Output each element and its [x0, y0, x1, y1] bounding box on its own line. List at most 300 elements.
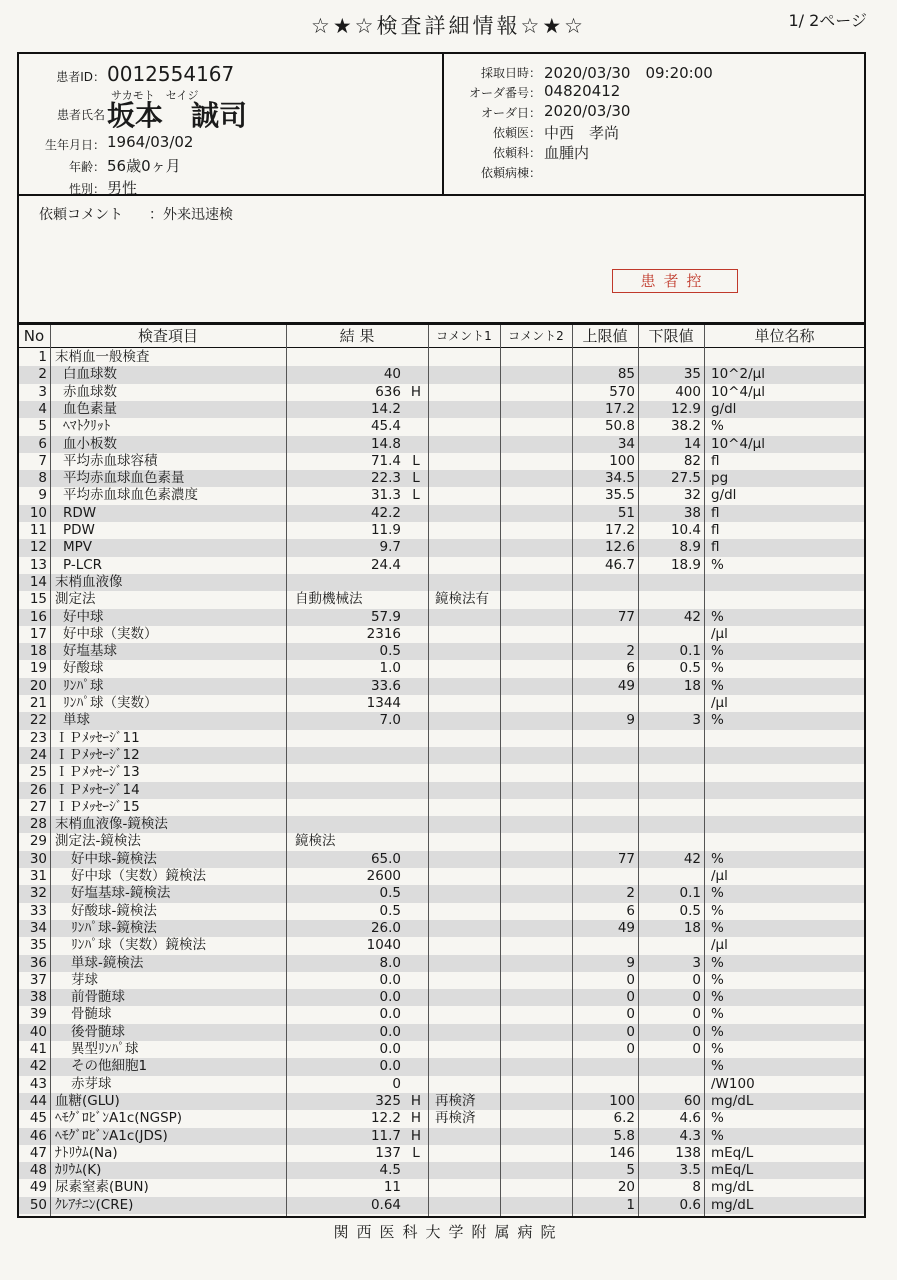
cell-unit: %: [711, 643, 724, 660]
cell-flag: [407, 799, 425, 816]
cell-no: 39: [29, 1006, 47, 1023]
cell-upper: 49: [617, 919, 635, 936]
cell-c1: [435, 1145, 499, 1162]
hospital-name: 関西医科大学附属病院: [333, 1223, 564, 1241]
cell-result: 0.0: [379, 1023, 401, 1040]
cell-item: 血小板数: [63, 435, 117, 452]
cell-no: 31: [29, 868, 47, 884]
patient-name-label: 患者氏名: [56, 108, 105, 122]
cell-upper: 77: [617, 850, 635, 867]
cell-flag: [407, 660, 425, 677]
cell-no: 14: [29, 573, 47, 590]
cell-item: ﾘﾝﾊﾟ球（実数）: [63, 695, 158, 711]
cell-no: 19: [29, 660, 47, 677]
cell-unit: %: [711, 1058, 724, 1075]
cell-c1: [435, 972, 499, 989]
cell-item: 測定法: [55, 591, 96, 608]
cell-upper: 1: [626, 1196, 635, 1213]
cell-item: ＩＰﾒｯｾｰｼﾞ12: [55, 746, 140, 763]
cell-unit: %: [711, 677, 724, 694]
cell-flag: [407, 1024, 425, 1041]
cell-lower: 32: [683, 487, 701, 504]
table-row: [19, 557, 864, 574]
cell-result: 40: [383, 366, 401, 383]
cell-c1: [435, 1179, 499, 1196]
cell-upper: 5: [626, 1162, 635, 1179]
cell-flag: [407, 695, 425, 712]
cell-unit: 10^4/μl: [711, 383, 765, 400]
cell-upper: [575, 591, 635, 608]
cell-unit: [711, 799, 861, 816]
table-row: [19, 574, 864, 591]
cell-flag: [407, 712, 425, 729]
cell-result: 2600: [366, 868, 401, 884]
cell-lower: 18: [683, 677, 701, 694]
table-row: [19, 1179, 864, 1196]
table-row: [19, 799, 864, 816]
cell-no: 18: [29, 643, 47, 660]
cell-item: 末梢血一般検査: [55, 349, 150, 365]
cell-c1: [435, 730, 499, 747]
cell-flag: [407, 989, 425, 1006]
cell-upper: [575, 1076, 635, 1093]
cell-upper: [575, 747, 635, 764]
cell-result: [289, 799, 401, 816]
cell-flag: [407, 972, 425, 989]
cell-unit: %: [711, 954, 724, 971]
collect-label: 採取日時：: [480, 66, 541, 80]
table-row: [19, 851, 864, 868]
cell-flag: [407, 505, 425, 522]
cell-lower: 0: [692, 1023, 701, 1040]
ward-label: 依頼病棟：: [480, 166, 541, 180]
cell-lower: 3: [692, 712, 701, 729]
cell-lower: [641, 695, 701, 712]
cell-flag: H: [410, 383, 422, 400]
cell-lower: 400: [675, 383, 701, 400]
cell-result: 42.2: [370, 504, 401, 521]
cell-upper: 34: [617, 435, 635, 452]
cell-result: [289, 816, 401, 833]
cell-upper: 6: [626, 660, 635, 677]
cell-result: 1.0: [379, 660, 401, 677]
cell-c1: [435, 487, 499, 504]
cell-c1: [435, 903, 499, 920]
cell-upper: [575, 764, 635, 781]
cell-c1: [435, 643, 499, 660]
header-unit: 単位名称: [754, 327, 815, 345]
cell-unit: /W100: [711, 1075, 755, 1092]
header-lower: 下限値: [648, 327, 694, 345]
cell-flag: [407, 418, 425, 435]
cell-flag: [407, 1058, 425, 1075]
patient-name: 坂本 誠司: [107, 99, 248, 132]
cell-result: 9.7: [379, 539, 401, 556]
cell-flag: [407, 401, 425, 418]
cell-c1: [435, 609, 499, 626]
cell-c1: [435, 937, 499, 954]
cell-no: 36: [29, 954, 47, 971]
cell-unit: pg: [711, 470, 729, 487]
cell-lower: 138: [675, 1144, 701, 1161]
cell-upper: 2: [626, 885, 635, 902]
table-row: [19, 730, 864, 747]
cell-result: 33.6: [370, 677, 401, 694]
cell-upper: 6.2: [613, 1110, 635, 1127]
table-row: [19, 1058, 864, 1075]
table-row: [19, 955, 864, 972]
cell-no: 23: [29, 729, 47, 746]
cell-c1: [435, 505, 499, 522]
cell-c1: [435, 1197, 499, 1214]
table-row: [19, 366, 864, 383]
header-result: 結 果: [339, 327, 375, 345]
cell-lower: 3.5: [679, 1162, 701, 1179]
cell-item: 赤芽球: [71, 1075, 112, 1092]
cell-lower: 38.2: [670, 418, 701, 435]
table-row: [19, 1162, 864, 1179]
cell-item: ﾘﾝﾊﾟ球-鏡検法: [71, 919, 157, 936]
cell-item: ﾍﾓｸﾞﾛﾋﾞﾝA1c(NGSP): [55, 1110, 183, 1127]
cell-no: 25: [29, 764, 47, 781]
cell-c1: [435, 695, 499, 712]
cell-unit: %: [711, 1110, 724, 1127]
cell-result: 7.0: [379, 712, 401, 729]
cell-no: 26: [29, 781, 47, 798]
dob: 1964/03/02: [107, 133, 194, 151]
cell-unit: 10^2/μl: [711, 366, 765, 383]
cell-c1: [435, 868, 499, 885]
cell-result: 0.0: [379, 989, 401, 1006]
cell-lower: 0: [692, 1041, 701, 1057]
cell-lower: 18: [683, 919, 701, 936]
cell-c1: [435, 1076, 499, 1093]
sex: 男性: [107, 179, 138, 197]
age: 56歳0ヶ月: [107, 157, 181, 175]
cell-unit: %: [711, 418, 724, 435]
cell-item: PDW: [63, 522, 95, 538]
cell-upper: 17.2: [604, 400, 635, 417]
cell-flag: [407, 557, 425, 574]
cell-lower: 82: [683, 452, 701, 469]
cell-item: ＩＰﾒｯｾｰｼﾞ11: [55, 729, 140, 746]
cell-no: 16: [29, 608, 47, 625]
cell-item: 赤血球数: [63, 383, 117, 400]
cell-result: 0.0: [379, 1041, 401, 1057]
cell-item: ＩＰﾒｯｾｰｼﾞ14: [55, 781, 140, 798]
cell-item: 血糖(GLU): [55, 1092, 120, 1109]
cell-lower: [641, 782, 701, 799]
cell-no: 11: [29, 522, 47, 538]
table-row: [19, 349, 864, 366]
cell-c1: [435, 557, 499, 574]
cell-c1: 再検済: [435, 1110, 476, 1127]
cell-item: 白血球数: [63, 366, 117, 383]
cell-upper: [575, 695, 635, 712]
cell-unit: mg/dL: [711, 1179, 754, 1196]
doctor: 中西 孝尚: [544, 124, 620, 142]
cell-c1: [435, 678, 499, 695]
cell-c1: [435, 851, 499, 868]
cell-flag: [407, 366, 425, 383]
cell-c1: [435, 366, 499, 383]
cell-result: 14.2: [370, 400, 401, 417]
cell-flag: [407, 851, 425, 868]
cell-no: 29: [29, 833, 47, 850]
cell-item: P-LCR: [63, 556, 103, 573]
cell-lower: 42: [683, 850, 701, 867]
report-title: ☆★☆検査詳細情報☆★☆: [311, 14, 586, 38]
cell-upper: [575, 349, 635, 366]
cell-lower: 10.4: [670, 522, 701, 538]
table-row: [19, 539, 864, 556]
cell-item: 尿素窒素(BUN): [55, 1179, 149, 1196]
cell-no: 1: [38, 349, 47, 365]
cell-result: 0.5: [379, 885, 401, 902]
cell-upper: 9: [626, 954, 635, 971]
cell-result: [289, 782, 401, 799]
cell-result: 1040: [366, 937, 401, 954]
cell-flag: [407, 643, 425, 660]
cell-unit: [711, 816, 861, 833]
cell-no: 38: [29, 989, 47, 1006]
cell-upper: 51: [617, 504, 635, 521]
cell-item: 好酸球-鏡検法: [71, 902, 157, 919]
cell-unit: %: [711, 1041, 724, 1057]
cell-unit: g/dl: [711, 400, 737, 417]
cell-item: 異型ﾘﾝﾊﾟ球: [71, 1041, 139, 1057]
cell-no: 8: [38, 470, 47, 487]
cell-unit: /μl: [711, 868, 728, 884]
cell-no: 15: [29, 591, 47, 608]
table-row: [19, 591, 864, 608]
cell-unit: g/dl: [711, 487, 737, 504]
cell-upper: 77: [617, 608, 635, 625]
cell-lower: 0: [692, 971, 701, 988]
cell-unit: %: [711, 608, 724, 625]
table-row: [19, 1197, 864, 1214]
table-row: [19, 1093, 864, 1110]
cell-lower: [641, 591, 701, 608]
collect-datetime: 2020/03/30 09:20:00: [544, 64, 713, 82]
order-date-label: オーダ日：: [480, 106, 541, 120]
cell-item: ｸﾚｱﾁﾆﾝ(CRE): [55, 1196, 134, 1213]
cell-no: 43: [29, 1075, 47, 1092]
cell-result: 12.2: [370, 1110, 401, 1127]
cell-result: 14.8: [370, 435, 401, 452]
cell-item: ﾍﾏﾄｸﾘｯﾄ: [63, 418, 111, 435]
cell-unit: [711, 764, 861, 781]
cell-lower: [641, 747, 701, 764]
cell-result: [289, 764, 401, 781]
cell-unit: %: [711, 919, 724, 936]
cell-result: 8.0: [379, 954, 401, 971]
cell-item: ＩＰﾒｯｾｰｼﾞ15: [55, 798, 140, 815]
header-comment1: コメント1: [436, 329, 492, 343]
cell-item: 末梢血液像-鏡検法: [55, 816, 168, 833]
cell-lower: [641, 937, 701, 954]
cell-no: 49: [29, 1179, 47, 1196]
cell-unit: mEq/L: [711, 1144, 754, 1161]
cell-lower: 12.9: [670, 400, 701, 417]
sex-label: 性別：: [68, 182, 105, 196]
cell-item: 好酸球: [63, 660, 104, 677]
doctor-label: 依頼医：: [492, 126, 541, 140]
cell-result: 1344: [366, 695, 401, 711]
cell-unit: %: [711, 971, 724, 988]
order-number: 04820412: [544, 82, 621, 100]
cell-lower: 27.5: [670, 470, 701, 487]
cell-lower: 38: [683, 504, 701, 521]
cell-item: ﾍﾓｸﾞﾛﾋﾞﾝA1c(JDS): [55, 1127, 168, 1144]
cell-c1: [435, 816, 499, 833]
table-row: [19, 1128, 864, 1145]
cell-lower: [641, 730, 701, 747]
cell-lower: 0.5: [679, 902, 701, 919]
cell-upper: [575, 782, 635, 799]
cell-unit: mg/dL: [711, 1092, 754, 1109]
cell-upper: [575, 730, 635, 747]
cell-unit: %: [711, 1006, 724, 1023]
cell-c1: [435, 453, 499, 470]
cell-result: 65.0: [370, 850, 401, 867]
table-row: [19, 1110, 864, 1127]
cell-no: 4: [38, 400, 47, 417]
cell-result: 0: [392, 1075, 401, 1092]
cell-lower: 4.3: [679, 1127, 701, 1144]
cell-no: 33: [29, 902, 47, 919]
cell-unit: fl: [711, 522, 720, 538]
cell-lower: 0: [692, 989, 701, 1006]
cell-item: 好中球（実数）鏡検法: [71, 868, 206, 884]
cell-c1: [435, 349, 499, 366]
header-item: 検査項目: [137, 327, 198, 345]
cell-item: 好中球: [63, 608, 104, 625]
cell-lower: [641, 574, 701, 591]
cell-result: 71.4: [370, 452, 401, 469]
table-row: [19, 816, 864, 833]
cell-flag: [407, 609, 425, 626]
cell-upper: 0: [626, 1006, 635, 1023]
table-row: [19, 453, 864, 470]
cell-c1: [435, 384, 499, 401]
cell-item: ﾘﾝﾊﾟ球: [63, 677, 104, 694]
cell-unit: %: [711, 712, 724, 729]
cell-c1: 鏡検法有: [435, 591, 489, 608]
table-row: [19, 885, 864, 902]
cell-item: 測定法-鏡検法: [55, 833, 141, 850]
cell-item: 血色素量: [63, 400, 117, 417]
cell-flag: [407, 626, 425, 643]
cell-result: 22.3: [370, 470, 401, 487]
cell-unit: [711, 833, 861, 850]
cell-item: 芽球: [71, 971, 98, 988]
cell-flag: L: [412, 1144, 420, 1161]
cell-c1: [435, 799, 499, 816]
cell-unit: /μl: [711, 937, 728, 954]
cell-lower: [641, 799, 701, 816]
cell-item: 好中球-鏡検法: [71, 850, 157, 867]
cell-result: 0.0: [379, 1058, 401, 1075]
cell-no: 47: [29, 1144, 47, 1161]
cell-lower: [641, 1076, 701, 1093]
table-row: [19, 937, 864, 954]
cell-unit: %: [711, 902, 724, 919]
page-number: 1/ 2ページ: [788, 11, 867, 30]
table-row: [19, 1006, 864, 1023]
cell-unit: mEq/L: [711, 1162, 754, 1179]
cell-result: 2316: [366, 625, 401, 642]
cell-item: ﾘﾝﾊﾟ球（実数）鏡検法: [71, 937, 206, 954]
cell-item: ＩＰﾒｯｾｰｼﾞ13: [55, 764, 140, 781]
cell-c1: 再検済: [435, 1092, 476, 1109]
cell-result: 11: [383, 1179, 401, 1196]
cell-upper: 35.5: [604, 487, 635, 504]
cell-lower: 0.5: [679, 660, 701, 677]
cell-item: 骨髄球: [71, 1006, 112, 1023]
cell-flag: [407, 1179, 425, 1196]
cell-no: 46: [29, 1127, 47, 1144]
cell-flag: [407, 782, 425, 799]
cell-upper: [575, 937, 635, 954]
cell-lower: 35: [683, 366, 701, 383]
cell-upper: 6: [626, 902, 635, 919]
cell-no: 6: [38, 435, 47, 452]
cell-c1: [435, 955, 499, 972]
cell-upper: 5.8: [613, 1127, 635, 1144]
cell-flag: [407, 816, 425, 833]
cell-no: 42: [29, 1058, 47, 1075]
cell-no: 48: [29, 1162, 47, 1179]
cell-unit: [711, 730, 861, 747]
cell-lower: [641, 626, 701, 643]
cell-c1: [435, 782, 499, 799]
cell-unit: %: [711, 850, 724, 867]
cell-item: 好塩基球-鏡検法: [71, 885, 171, 902]
comment-label: 依頼コメント: [39, 207, 123, 223]
table-row: [19, 384, 864, 401]
cell-no: 27: [29, 798, 47, 815]
cell-c1: [435, 1162, 499, 1179]
cell-no: 2: [38, 366, 47, 383]
cell-c1: [435, 574, 499, 591]
cell-result: 31.3: [370, 487, 401, 504]
header-upper: 上限値: [582, 327, 628, 345]
table-row: [19, 989, 864, 1006]
cell-result: 11.9: [370, 522, 401, 538]
cell-result: [289, 349, 401, 366]
cell-no: 41: [29, 1041, 47, 1057]
cell-flag: [407, 955, 425, 972]
table-row: [19, 505, 864, 522]
cell-c1: [435, 660, 499, 677]
cell-flag: H: [410, 1127, 422, 1144]
cell-result: 0.5: [379, 643, 401, 660]
cell-result: 24.4: [370, 556, 401, 573]
cell-flag: L: [412, 487, 420, 504]
cell-no: 22: [29, 712, 47, 729]
table-row: [19, 1076, 864, 1093]
cell-item: その他細胞1: [71, 1058, 148, 1075]
cell-upper: 570: [609, 383, 635, 400]
cell-lower: [641, 833, 701, 850]
patient-id: 0012554167: [107, 62, 235, 86]
cell-flag: [407, 1076, 425, 1093]
cell-item: 単球-鏡検法: [71, 954, 144, 971]
cell-result: 636: [375, 383, 401, 400]
table-row: [19, 643, 864, 660]
cell-flag: [407, 436, 425, 453]
